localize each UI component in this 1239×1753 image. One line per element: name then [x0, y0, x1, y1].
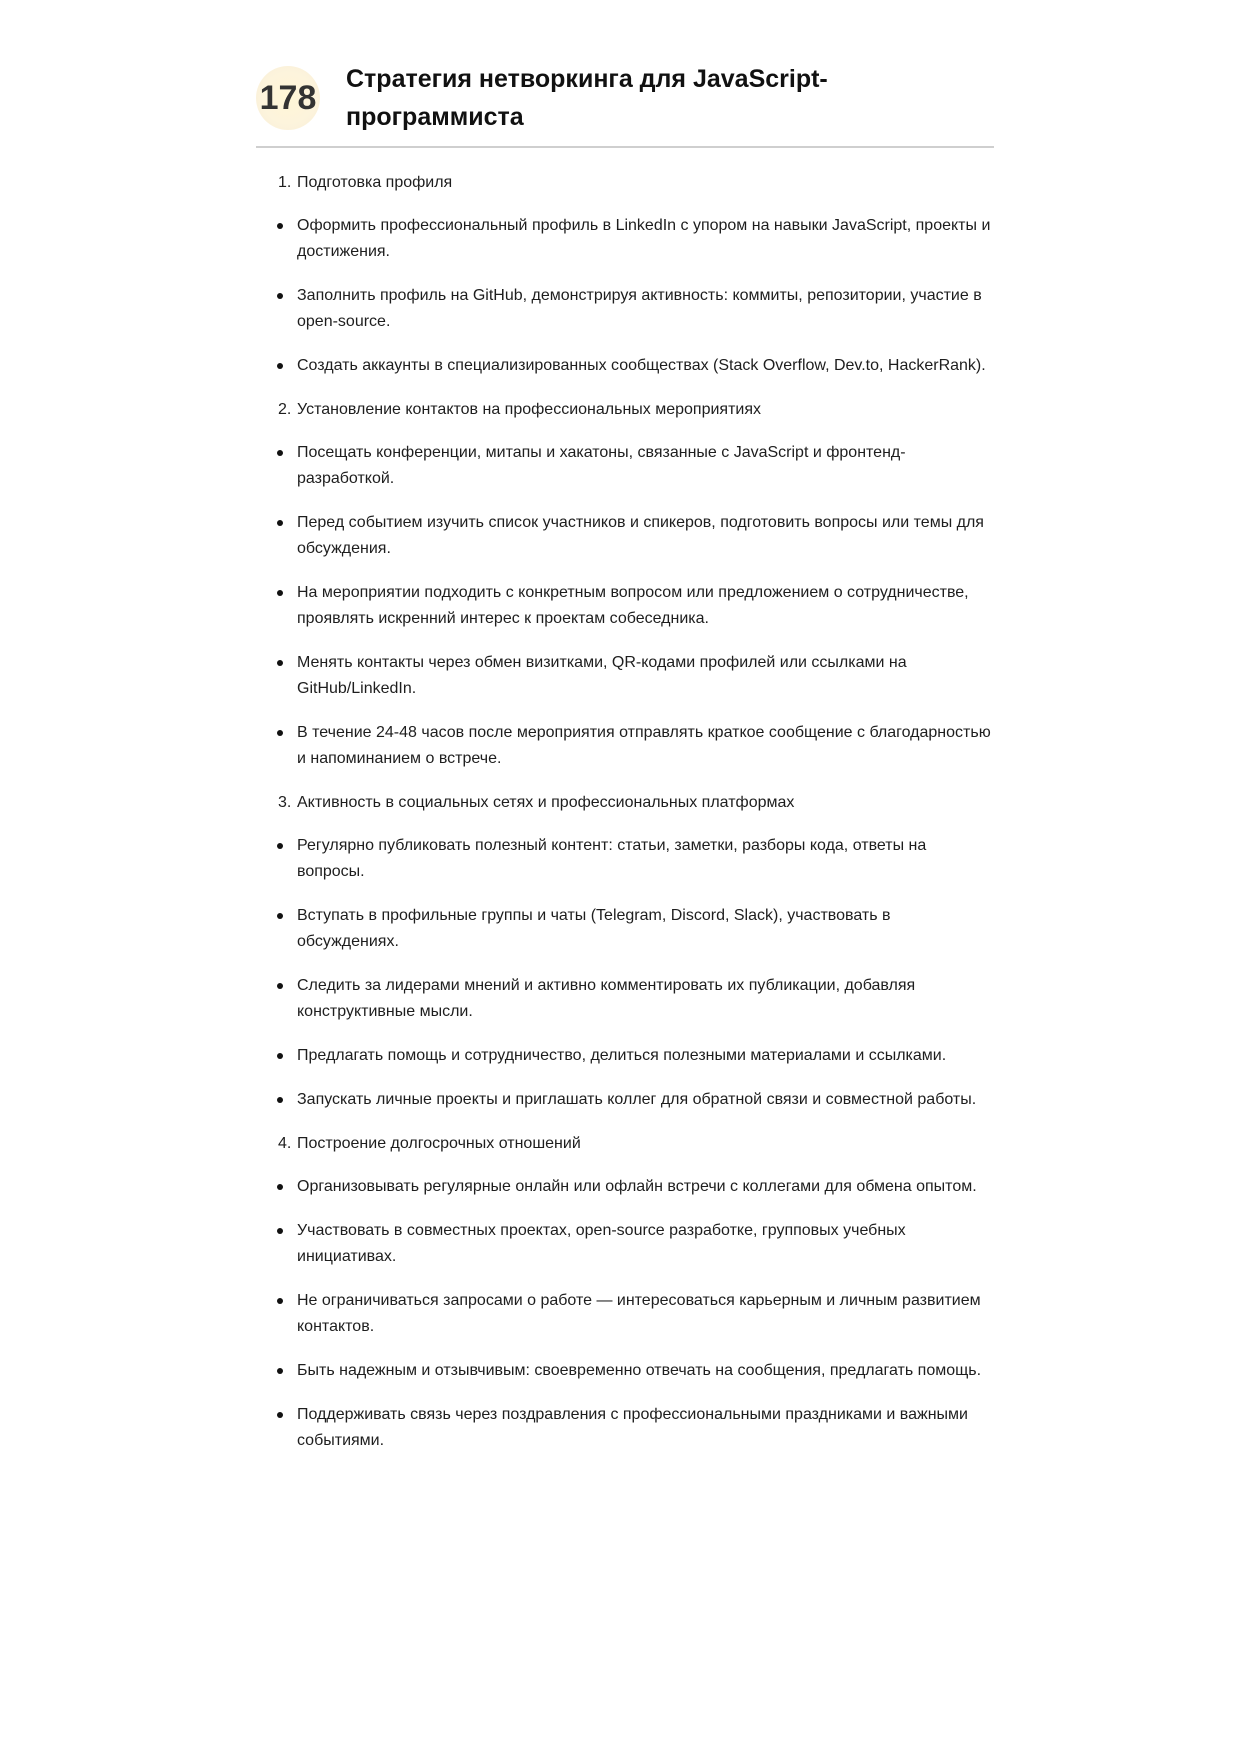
page-title: Стратегия нетворкинга для JavaScript-программиста [346, 65, 828, 131]
list-item: Запускать личные проекты и приглашать коллег для обратной связи и совместной работы. [256, 1087, 994, 1113]
section-heading [256, 170, 994, 196]
list-item: Оформить профессиональный профиль в LinkedIn с упором на навыки JavaScript, проекты и достижения. [256, 213, 994, 265]
list-item: Организовывать регулярные онлайн или офлайн встречи с коллегами для обмена опытом. [256, 1174, 994, 1200]
section-heading [256, 1131, 994, 1157]
section-number: 2. [278, 401, 292, 418]
section-number: 1. [278, 174, 292, 191]
list-item: Предлагать помощь и сотрудничество, делиться полезными материалами и ссылками. [256, 1043, 994, 1069]
document-page [256, 60, 994, 1472]
chapter-number-badge: 178 [256, 66, 320, 130]
list-item: Менять контакты через обмен визитками, QR-кодами профилей или ссылками на GitHub/LinkedIn. [256, 650, 994, 702]
list-item: Регулярно публиковать полезный контент: статьи, заметки, разборы кода, ответы на вопросы. [256, 833, 994, 885]
list-item: Следить за лидерами мнений и активно комментировать их публикации, добавляя конструктивные мысли. [256, 973, 994, 1025]
section-number: 4. [278, 1135, 292, 1152]
section-heading [256, 790, 994, 816]
list-item: Посещать конференции, митапы и хакатоны, связанные с JavaScript и фронтенд-разработкой. [256, 440, 994, 492]
list-item: Перед событием изучить список участников и спикеров, подготовить вопросы или темы для обсуждения. [256, 510, 994, 562]
list-item: На мероприятии подходить с конкретным вопросом или предложением о сотрудничестве, проявлять искренний интерес к проектам собеседника. [256, 580, 994, 632]
list-item: Вступать в профильные группы и чаты (Telegram, Discord, Slack), участвовать в обсуждениях. [256, 903, 994, 955]
section-number: 3. [278, 794, 292, 811]
document-body [256, 170, 994, 1454]
section-heading [256, 397, 994, 423]
list-item: Не ограничиваться запросами о работе — интересоваться карьерным и личным развитием контактов. [256, 1288, 994, 1340]
section-title-text: Построение долгосрочных отношений [297, 1135, 581, 1152]
section-title-text: Установление контактов на профессиональных мероприятиях [297, 401, 762, 418]
section-title-text: Активность в социальных сетях и профессиональных платформах [297, 794, 795, 811]
document-header [256, 60, 994, 148]
list-item: Создать аккаунты в специализированных сообществах (Stack Overflow, Dev.to, HackerRank). [256, 353, 994, 379]
list-item: Участвовать в совместных проектах, open-source разработке, групповых учебных инициативах. [256, 1218, 994, 1270]
list-item: Заполнить профиль на GitHub, демонстрируя активность: коммиты, репозитории, участие в open-source. [256, 283, 994, 335]
list-item: Быть надежным и отзывчивым: своевременно отвечать на сообщения, предлагать помощь. [256, 1358, 994, 1384]
section-title-text: Подготовка профиля [297, 174, 453, 191]
list-item: В течение 24-48 часов после мероприятия отправлять краткое сообщение с благодарностью и напоминанием о встрече. [256, 720, 994, 772]
list-item: Поддерживать связь через поздравления с профессиональными праздниками и важными событиями. [256, 1402, 994, 1454]
